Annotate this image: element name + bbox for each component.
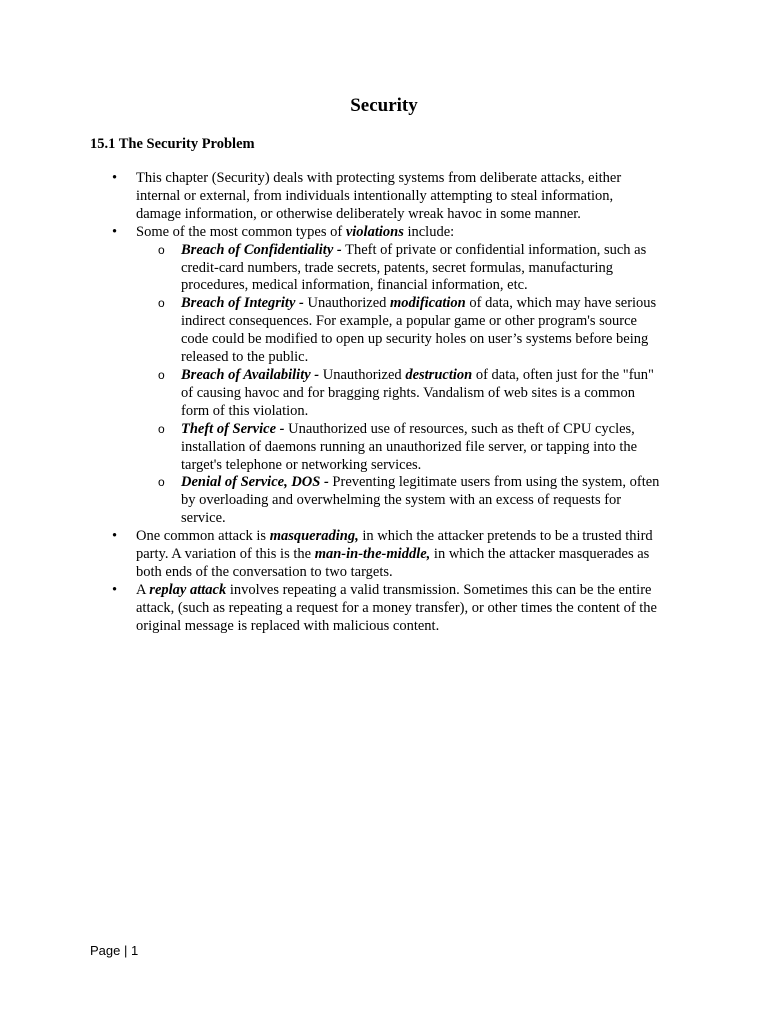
bullet-item-masquerading — [90, 528, 690, 582]
text-run: Unauthorized — [303, 295, 391, 312]
bullet-icon: • — [112, 223, 118, 240]
text-line: form of this violation. — [181, 402, 309, 419]
text-line: internal or external, from individuals intentionally attempting to steal information, — [136, 187, 614, 204]
text-line — [181, 367, 690, 385]
emphasized-term: modification — [390, 295, 466, 312]
text-run: A — [136, 581, 150, 598]
text-line — [136, 224, 690, 242]
violation-term: Breach of Confidentiality - — [181, 241, 342, 258]
page-title: Security — [350, 95, 418, 116]
emphasized-term: replay attack — [149, 581, 227, 598]
text-run: of data, often just for the "fun" — [472, 366, 654, 383]
sub-bullet-icon: o — [158, 475, 165, 490]
text-line — [181, 242, 690, 260]
text-line — [181, 421, 690, 439]
text-line: damage information, or otherwise deliberately wreak havoc in some manner. — [136, 205, 581, 222]
sub-item-denial-of-service — [136, 474, 690, 528]
sub-item-integrity — [136, 295, 690, 367]
text-line: released to the public. — [181, 349, 309, 366]
text-run: Preventing legitimate users from using the system, often — [328, 474, 660, 491]
sub-bullet-icon: o — [158, 367, 165, 382]
text-run: in which the attacker masquerades as — [430, 546, 650, 563]
emphasized-term: masquerading, — [269, 528, 359, 545]
text-line: credit-card numbers, trade secrets, patents, secret formulas, manufacturing — [181, 259, 613, 276]
bullet-item-violations — [90, 224, 690, 528]
text-line: installation of daemons running an unauthorized file server, or tapping into the — [181, 438, 638, 455]
violation-term: Denial of Service, DOS - — [181, 474, 329, 491]
emphasized-term: violations — [345, 223, 404, 240]
bullet-item-replay-attack — [90, 582, 690, 636]
text-line: target's telephone or networking services. — [181, 456, 422, 473]
text-line: indirect consequences. For example, a popular game or other program's source — [181, 313, 637, 330]
page-number-footer: Page | 1 — [90, 943, 139, 958]
section-heading: 15.1 The Security Problem — [90, 136, 255, 152]
violation-term: Theft of Service - — [181, 420, 285, 437]
text-line: This chapter (Security) deals with protecting systems from deliberate attacks, either — [136, 170, 622, 186]
text-run: Unauthorized use of resources, such as theft of CPU cycles, — [284, 420, 635, 437]
sub-bullet-icon: o — [158, 421, 165, 436]
sub-bullet-icon: o — [158, 242, 165, 257]
text-line — [136, 546, 690, 564]
text-run: in which the attacker pretends to be a trusted third — [358, 528, 653, 545]
emphasized-term: man-in-the-middle, — [314, 546, 431, 563]
text-line — [181, 474, 690, 492]
text-line: service. — [181, 510, 226, 527]
sub-bullet-list — [136, 242, 690, 529]
text-line: both ends of the conversation to two targets. — [136, 563, 393, 580]
violation-term: Breach of Integrity - — [181, 295, 304, 312]
text-run: Some of the most common types of — [136, 223, 346, 240]
text-run: involves repeating a valid transmission. Sometimes this can be the entire — [226, 581, 652, 598]
sub-bullet-icon: o — [158, 296, 165, 311]
emphasized-term: destruction — [405, 366, 473, 383]
text-line — [181, 295, 690, 313]
text-run: include: — [403, 223, 455, 240]
text-run: party. A variation of this is the — [136, 546, 315, 563]
bullet-list — [90, 170, 690, 636]
sub-item-theft-of-service — [136, 421, 690, 475]
sub-item-confidentiality — [136, 242, 690, 296]
text-line: attack, (such as repeating a request for a money transfer), or other times the content of the — [136, 599, 657, 616]
violation-term: Breach of Availability - — [181, 366, 320, 383]
text-run: Theft of private or confidential information, such as — [341, 241, 647, 258]
text-line: original message is replaced with malicious content. — [136, 617, 440, 634]
text-line — [136, 528, 690, 546]
text-line: of causing havoc and for bragging rights. Vandalism of web sites is a common — [181, 384, 635, 401]
text-run: One common attack is — [136, 528, 270, 545]
bullet-item-chapter-intro — [90, 170, 690, 224]
bullet-icon: • — [112, 528, 118, 545]
text-run: of data, which may have serious — [465, 295, 657, 312]
text-line: by overloading and overwhelming the system with an excess of requests for — [181, 492, 622, 509]
text-line: code could be modified to open up security holes on user’s systems before being — [181, 331, 649, 348]
bullet-icon: • — [112, 581, 118, 598]
text-line: procedures, medical information, financial information, etc. — [181, 277, 528, 294]
text-run: Unauthorized — [319, 366, 406, 383]
text-line — [136, 582, 690, 600]
sub-item-availability — [136, 367, 690, 421]
section-body — [90, 170, 690, 636]
bullet-icon: • — [112, 170, 118, 186]
